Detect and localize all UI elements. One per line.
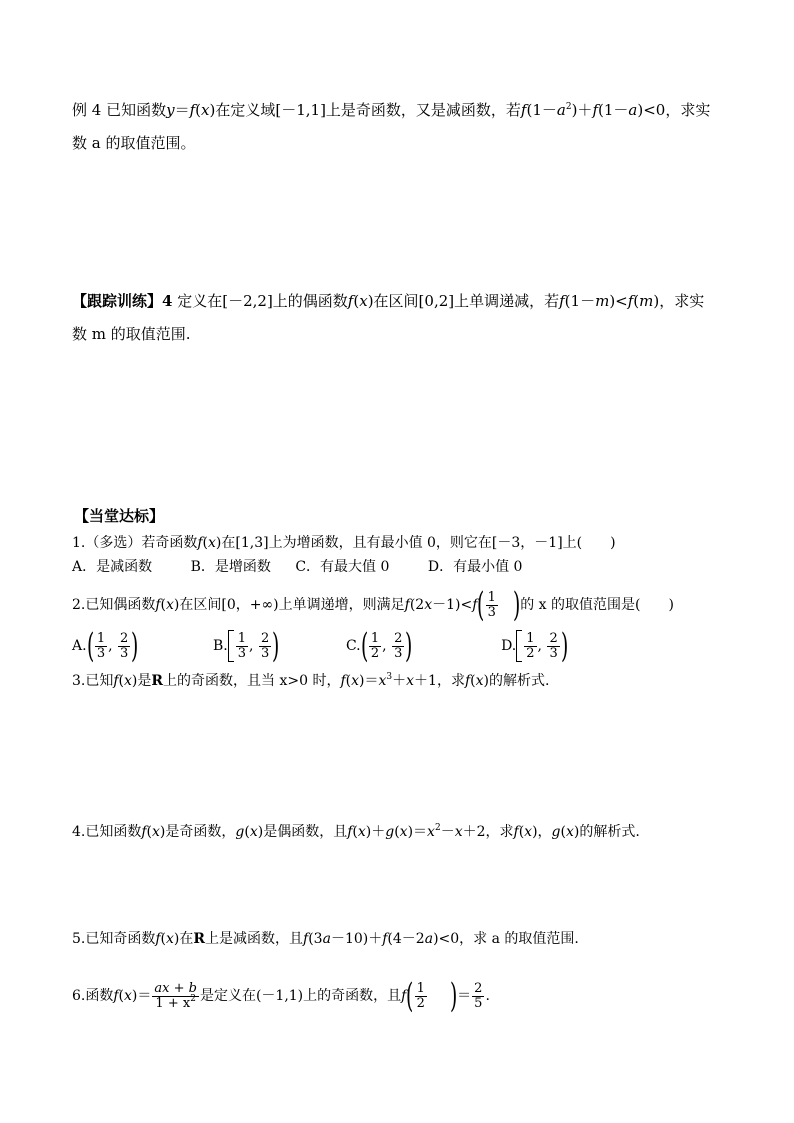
- question-6: 6.函数f(x)＝ $\frac{ax + b}{1 + x^2}$ 是定义在(－1,1)上的奇函数，且f( $\frac{1}{2}$ )＝ $\frac{2}{5}$ .: [72, 976, 490, 1016]
- question-4: 4.已知函数f(x)是奇函数，g(x)是偶函数，且$f(x)+g(x)=x^2-x+2$，求f(x)，g(x)的解析式.: [72, 823, 640, 840]
- question-3: 3.已知f(x)是R上的奇函数，且当 x>0 时，$f(x)=x^3+x+1$，求f(x)的解析式.: [72, 672, 550, 689]
- q6-half-fraction: $\frac{1}{2}$: [416, 980, 425, 1011]
- q6-function-fraction: $\frac{ax + b}{1 + x^2}$: [154, 980, 197, 1011]
- section-title: 【当堂达标】: [74, 507, 165, 525]
- example-4-line-2: 数 a 的取值范围。: [72, 134, 196, 152]
- question-1: 1.（多选）若奇函数f(x)在[1,3]上为增函数，且有最小值 0，则它在[－3，－1]上( ): [72, 535, 616, 551]
- tracking-exercise-line-1: 【跟踪训练】4 定义在[－2,2]上的偶函数f(x)在区间[0,2]上单调递减，若f(1－m)<f(m)，求实: [72, 292, 705, 310]
- question-1-options: [72, 557, 522, 577]
- q2-fraction: $\frac{1}{3}$: [487, 589, 496, 620]
- example-4-label: 例 4: [72, 101, 102, 119]
- tracking-exercise-label: 【跟踪训练】4: [72, 292, 173, 310]
- question-5: 5.已知奇函数f(x)在R上是减函数，且f(3a－10)＋f(4－2a)<0，求 a 的取值范围.: [72, 931, 579, 947]
- q2-option-a[interactable]: A.( $\frac{1}{3}$ , $\frac{2}{3}$ ): [72, 626, 139, 666]
- q1-option-b[interactable]: B．是增函数: [190, 559, 271, 575]
- example-4-line-1: 例 4 已知函数y＝f(x)在定义域[－1,1]上是奇函数，又是减函数，若$f(1-a^2)+f(1-a)<0$，求实: [72, 101, 711, 119]
- question-2: 2.已知偶函数f(x)在区间[0，+∞)上单调递增，则满足f(2x－1)<f( $\frac{1}{3}$ )的 x 的取值范围是( ): [72, 585, 674, 625]
- q6-result-fraction: $\frac{2}{5}$: [474, 980, 483, 1011]
- q1-option-d[interactable]: D．有最小值 0: [427, 559, 523, 575]
- q1-option-c[interactable]: C．有最大值 0: [295, 559, 390, 575]
- q2-option-b[interactable]: B. $\frac{1}{3}$ , $\frac{2}{3}$ ): [213, 626, 280, 666]
- question-2-options: [72, 628, 568, 664]
- tracking-exercise-line-2: 数 m 的取值范围.: [72, 325, 191, 343]
- q1-option-a[interactable]: A．是减函数: [72, 559, 153, 575]
- q2-option-c[interactable]: C.( $\frac{1}{2}$ , $\frac{2}{3}$ ): [345, 626, 413, 666]
- q2-option-d[interactable]: D. $\frac{1}{2}$ , $\frac{2}{3}$ ): [501, 626, 569, 666]
